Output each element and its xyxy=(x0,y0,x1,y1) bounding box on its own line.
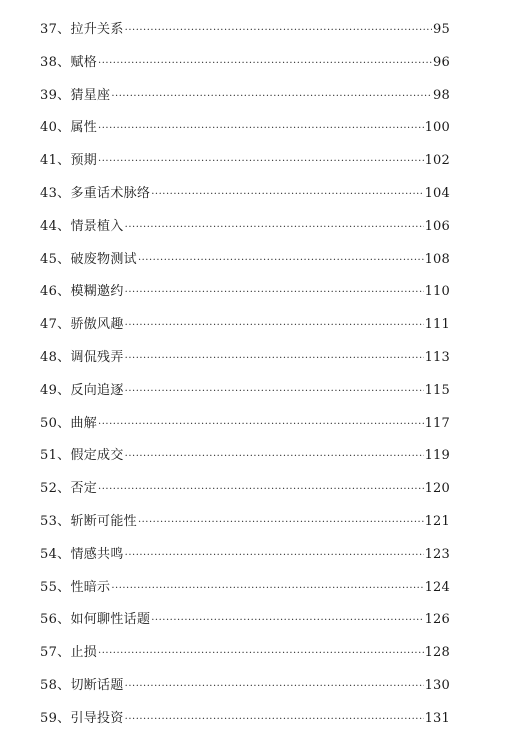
toc-leader-dots xyxy=(125,277,424,310)
toc-page-number: 113 xyxy=(424,349,450,365)
toc-entry[interactable] xyxy=(40,276,450,309)
toc-entry[interactable] xyxy=(40,604,450,637)
toc-entry[interactable] xyxy=(40,637,450,670)
toc-page-number: 108 xyxy=(424,251,450,267)
toc-leader-dots xyxy=(98,48,432,81)
toc-page-number: 128 xyxy=(424,645,450,661)
toc-page-number: 98 xyxy=(433,87,450,103)
toc-entry-title: 39、猜星座 xyxy=(40,87,111,103)
toc-entry-title: 59、引导投资 xyxy=(40,710,124,726)
toc-leader-dots xyxy=(125,671,424,704)
toc-entry-title: 44、情景植入 xyxy=(40,218,124,234)
toc-page-number: 123 xyxy=(424,546,450,562)
toc-entry-title: 46、模糊邀约 xyxy=(40,284,124,300)
toc-page-number: 110 xyxy=(424,284,450,300)
toc-leader-dots xyxy=(125,15,432,48)
toc-page-number: 102 xyxy=(424,153,450,169)
toc-leader-dots xyxy=(138,507,424,540)
toc-entry[interactable] xyxy=(40,211,450,244)
toc-leader-dots xyxy=(98,113,424,146)
toc-leader-dots xyxy=(125,441,424,474)
toc-leader-dots xyxy=(98,146,424,179)
toc-entry-title: 57、止损 xyxy=(40,645,98,661)
toc-entry[interactable] xyxy=(40,80,450,113)
toc-page-number: 96 xyxy=(433,54,450,70)
toc-leader-dots xyxy=(125,310,424,343)
toc-entry-title: 56、如何聊性话题 xyxy=(40,612,151,628)
toc-page-number: 124 xyxy=(424,579,450,595)
toc-page-number: 104 xyxy=(424,185,450,201)
toc-entry[interactable] xyxy=(40,47,450,80)
toc-page-number: 119 xyxy=(424,448,450,464)
toc-entry[interactable] xyxy=(40,14,450,47)
toc-entry-title: 49、反向追逐 xyxy=(40,382,124,398)
toc-leader-dots xyxy=(125,376,424,409)
toc-entry[interactable] xyxy=(40,375,450,408)
toc-entry-title: 37、拉升关系 xyxy=(40,22,124,37)
toc-leader-dots xyxy=(111,573,423,606)
toc-page-number: 121 xyxy=(424,513,450,529)
toc-page-number: 100 xyxy=(424,120,450,136)
toc-leader-dots xyxy=(125,343,424,376)
toc-entry[interactable] xyxy=(40,408,450,441)
toc-page-number: 130 xyxy=(424,677,450,693)
toc-entry[interactable] xyxy=(40,309,450,342)
toc-entry[interactable] xyxy=(40,670,450,703)
toc-entry[interactable] xyxy=(40,145,450,178)
toc-leader-dots xyxy=(98,638,424,671)
table-of-contents xyxy=(40,14,450,736)
toc-page-number: 126 xyxy=(424,612,450,628)
toc-entry-title: 54、情感共鸣 xyxy=(40,546,124,562)
toc-page-number: 117 xyxy=(424,415,450,431)
toc-entry-title: 41、预期 xyxy=(40,153,98,169)
toc-entry[interactable] xyxy=(40,342,450,375)
toc-entry-title: 45、破废物测试 xyxy=(40,251,137,267)
toc-entry-title: 43、多重话术脉络 xyxy=(40,185,151,201)
toc-entry[interactable] xyxy=(40,506,450,539)
toc-page-number: 120 xyxy=(424,481,450,497)
toc-leader-dots xyxy=(151,605,423,638)
toc-entry[interactable] xyxy=(40,244,450,277)
toc-leader-dots xyxy=(151,179,423,212)
toc-leader-dots xyxy=(125,540,424,573)
toc-entry-title: 50、曲解 xyxy=(40,415,98,431)
toc-entry[interactable] xyxy=(40,572,450,605)
toc-page-number: 106 xyxy=(424,218,450,234)
toc-entry-title: 38、赋格 xyxy=(40,54,98,70)
toc-entry-title: 51、假定成交 xyxy=(40,448,124,464)
toc-entry[interactable] xyxy=(40,178,450,211)
toc-entry-title: 47、骄傲风趣 xyxy=(40,317,124,333)
toc-page-number: 95 xyxy=(433,22,450,37)
toc-leader-dots xyxy=(125,704,424,737)
toc-entry[interactable] xyxy=(40,539,450,572)
toc-entry[interactable] xyxy=(40,440,450,473)
toc-leader-dots xyxy=(138,245,424,278)
toc-entry-title: 52、否定 xyxy=(40,481,98,497)
toc-page-number: 111 xyxy=(424,317,450,333)
toc-leader-dots xyxy=(111,81,432,114)
toc-entry-title: 53、斩断可能性 xyxy=(40,513,137,529)
toc-page-number: 115 xyxy=(424,382,450,398)
toc-entry[interactable] xyxy=(40,473,450,506)
toc-entry-title: 48、调侃残弄 xyxy=(40,349,124,365)
toc-entry-title: 58、切断话题 xyxy=(40,677,124,693)
toc-entry[interactable] xyxy=(40,112,450,145)
toc-leader-dots xyxy=(98,409,424,442)
toc-leader-dots xyxy=(98,474,424,507)
toc-entry-title: 40、属性 xyxy=(40,120,98,136)
toc-entry-title: 55、性暗示 xyxy=(40,579,111,595)
toc-entry[interactable] xyxy=(40,703,450,736)
toc-leader-dots xyxy=(125,212,424,245)
toc-page-number: 131 xyxy=(424,710,450,726)
